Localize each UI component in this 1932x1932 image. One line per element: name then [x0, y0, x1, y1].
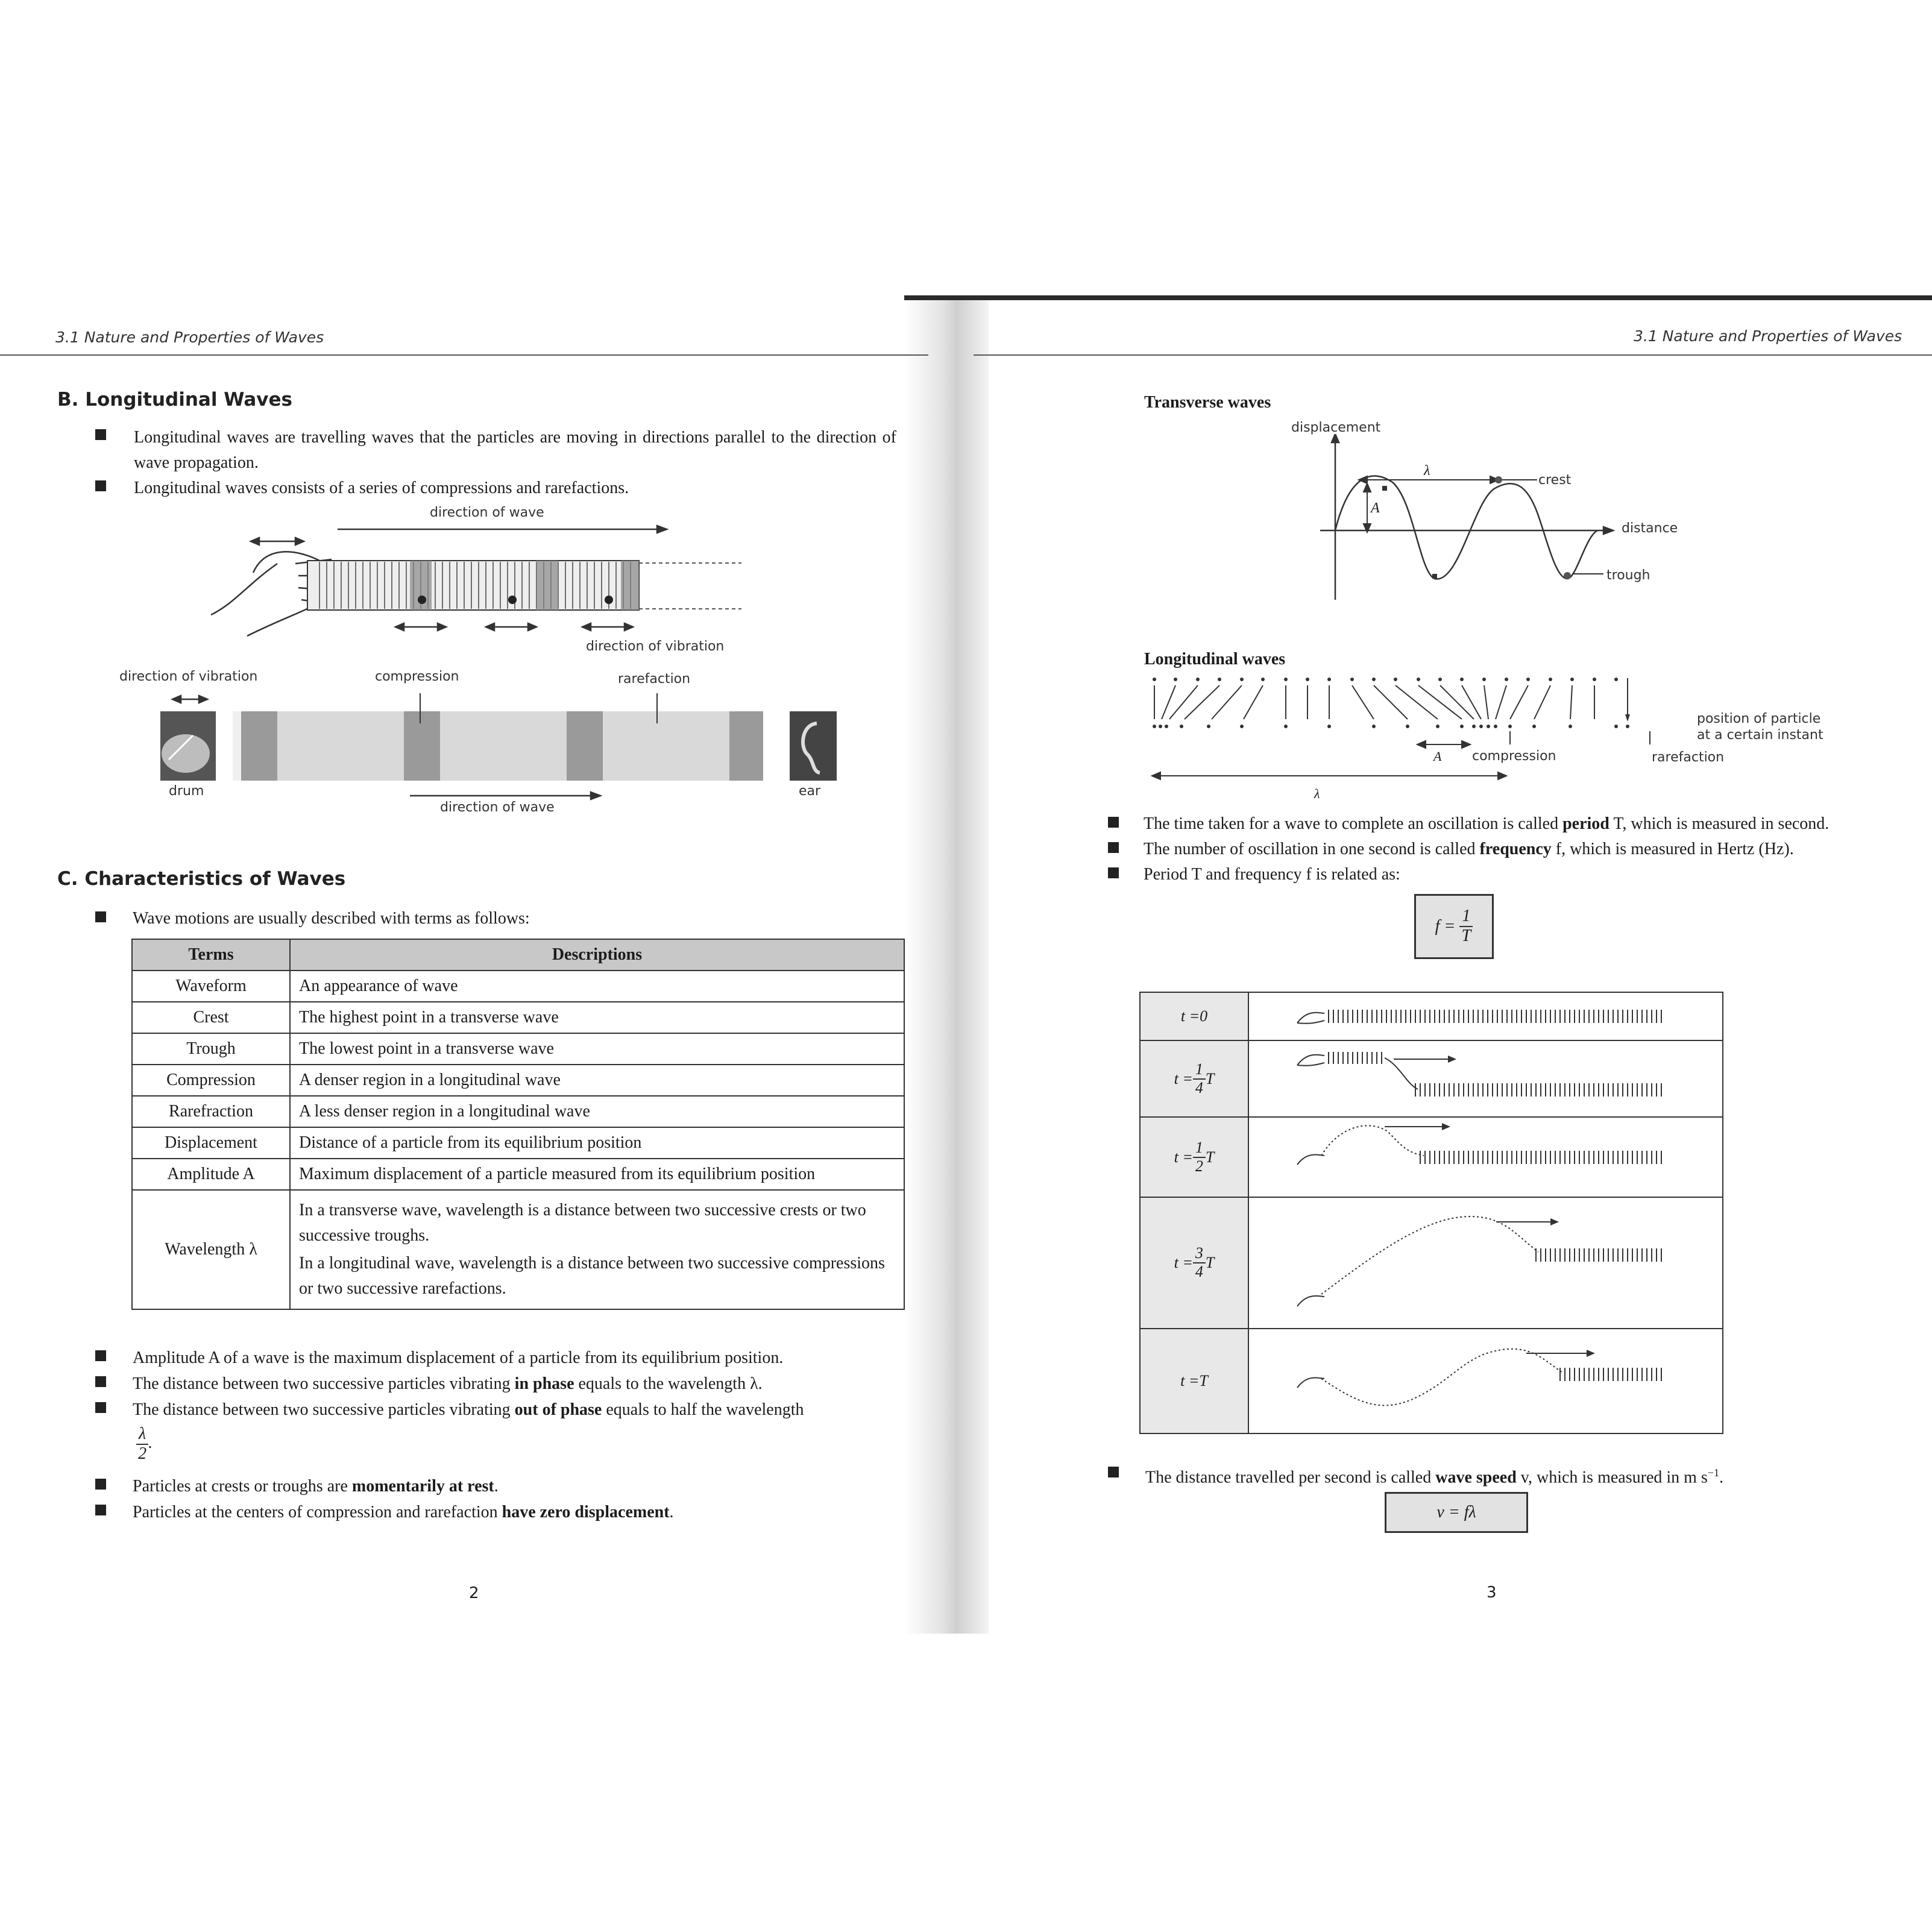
- time-prefix: t =: [1174, 1148, 1193, 1166]
- term-cell: Displacement: [132, 1127, 290, 1159]
- table-header-row: [132, 939, 904, 971]
- section-c-intro: Wave motions are usually described with terms as follows:: [133, 909, 530, 928]
- ear-label: ear: [799, 784, 821, 799]
- time-prefix: t =: [1174, 1069, 1193, 1087]
- table-row: [132, 1159, 904, 1190]
- section-c-bullet-5: [133, 1500, 895, 1525]
- position-of-particle-line2: at a certain instant: [1697, 728, 1823, 743]
- longitudinal-amplitude-label: A: [1433, 749, 1442, 764]
- table-row: [132, 1190, 904, 1309]
- description-cell: A less denser region in a longitudinal wave: [290, 1096, 904, 1127]
- slinky-snapshots: [1249, 993, 1722, 1433]
- distance-axis-label: distance: [1622, 521, 1678, 536]
- term-cell: Rarefraction: [132, 1096, 290, 1127]
- term-cell: Compression: [132, 1065, 290, 1096]
- unit-superscript: −1: [1707, 1467, 1719, 1479]
- crest-label: crest: [1538, 473, 1572, 488]
- bullet-text: .: [669, 1503, 674, 1521]
- right-page-number: 3: [1487, 1584, 1497, 1602]
- bullet-text: The distance travelled per second is called: [1145, 1468, 1436, 1487]
- relation-bullet: Period T and frequency f is related as:: [1144, 865, 1400, 884]
- fraction-numerator: λ: [136, 1425, 148, 1445]
- description-cell: The highest point in a transverse wave: [290, 1002, 904, 1033]
- formula-numerator: 1: [1459, 907, 1473, 927]
- bullet-marker: [95, 1376, 106, 1387]
- descriptions-header: Descriptions: [290, 939, 904, 971]
- bullet-marker: [95, 429, 106, 440]
- longitudinal-compression-label: compression: [1472, 749, 1556, 764]
- section-c-bullet-1: Amplitude A of a wave is the maximum displacement of a particle from its equilibrium position.: [133, 1348, 784, 1367]
- slinky-direction-of-wave-label: direction of wave: [430, 505, 544, 520]
- bottom-direction-of-wave-label: direction of wave: [440, 800, 555, 815]
- terms-header: Terms: [132, 939, 290, 971]
- right-running-head: 3.1 Nature and Properties of Waves: [1634, 327, 1902, 345]
- time-suffix: T: [1205, 1069, 1215, 1087]
- bullet-marker: [95, 1505, 106, 1515]
- time-prefix: t =: [1180, 1007, 1200, 1025]
- time-suffix: T: [1199, 1372, 1208, 1389]
- bullet-text: equals to half the wavelength: [602, 1400, 804, 1419]
- description-cell: Maximum displacement of a particle measured from its equilibrium position: [290, 1159, 904, 1190]
- drum-label: drum: [169, 784, 204, 799]
- time-label-0: [1141, 993, 1248, 1040]
- wave-speed-formula-box: v = fλ: [1385, 1492, 1528, 1533]
- transverse-lambda-label: λ: [1424, 463, 1430, 479]
- time-label-three-quarter: [1141, 1198, 1248, 1328]
- section-b-bullet-1: Longitudinal waves are travelling waves that the particles are moving in directions parallel to the direction of wave propagation.: [134, 428, 896, 472]
- drum-ear-sound-diagram: [157, 687, 838, 808]
- time-label-half: [1141, 1118, 1248, 1197]
- time-label-quarter: [1141, 1041, 1248, 1116]
- transverse-amplitude-label: A: [1371, 500, 1380, 516]
- time-suffix: T: [1205, 1148, 1215, 1166]
- longitudinal-rarefaction-label: rarefaction: [1652, 750, 1725, 765]
- time-denominator: 4: [1195, 1078, 1203, 1097]
- description-cell: An appearance of wave: [290, 971, 904, 1002]
- time-suffix: T: [1205, 1254, 1215, 1271]
- bullet-bold-text: frequency: [1479, 840, 1552, 858]
- longitudinal-lambda-label: λ: [1314, 786, 1320, 801]
- left-header-rule: [0, 354, 928, 356]
- description-cell: Distance of a particle from its equilibrium position: [290, 1127, 904, 1159]
- frequency-formula-box: [1414, 894, 1494, 959]
- term-cell: Wavelength λ: [132, 1190, 290, 1309]
- term-cell: Waveform: [132, 971, 290, 1002]
- bullet-text: The number of oscillation in one second is called: [1144, 840, 1480, 858]
- bullet-text: The distance between two successive particles vibrating: [133, 1400, 515, 1419]
- time-numerator: 3: [1193, 1245, 1206, 1263]
- book-top-edge: [904, 295, 1932, 300]
- transverse-title: Transverse waves: [1144, 393, 1271, 412]
- time-denominator: 4: [1195, 1263, 1203, 1280]
- description-cell: A denser region in a longitudinal wave: [290, 1065, 904, 1096]
- bullet-bold-text: period: [1562, 814, 1609, 833]
- displacement-axis-label: displacement: [1291, 420, 1381, 435]
- bullet-text: T, which is measured in second.: [1609, 814, 1830, 833]
- bullet-bold-text: have zero displacement: [502, 1503, 670, 1521]
- wavelength-longitudinal-desc: In a longitudinal wave, wavelength is a distance between two successive compressions or two successive rarefactions.: [299, 1254, 885, 1298]
- table-row: [132, 1065, 904, 1096]
- half-wavelength-fraction: $\frac{\lambda}{2}$ .: [136, 1425, 153, 1464]
- left-running-head: 3.1 Nature and Properties of Waves: [55, 329, 324, 346]
- right-header-rule: [974, 354, 1932, 356]
- bullet-text: .: [494, 1477, 499, 1496]
- bullet-text: Particles at crests or troughs are: [133, 1477, 352, 1496]
- table-row: [132, 1127, 904, 1159]
- table-row: [132, 1002, 904, 1033]
- position-of-particle-line1: position of particle: [1697, 711, 1821, 726]
- term-cell: Amplitude A: [132, 1159, 290, 1190]
- time-prefix: t =: [1180, 1372, 1200, 1389]
- table-row: [132, 971, 904, 1002]
- time-suffix: 0: [1200, 1007, 1208, 1025]
- trough-label: trough: [1606, 568, 1650, 583]
- section-b-title: B. Longitudinal Waves: [57, 389, 292, 411]
- bullet-marker: [95, 1350, 106, 1361]
- bullet-bold-text: out of phase: [514, 1400, 602, 1419]
- slinky-time-table: [1139, 992, 1723, 1434]
- wave-terms-table: [131, 939, 905, 1310]
- description-cell: [290, 1190, 904, 1309]
- section-c-bullet-2: [133, 1371, 895, 1397]
- formula-lhs: f =: [1435, 917, 1456, 936]
- bullet-text: Particles at the centers of compression and rarefaction: [133, 1503, 502, 1521]
- compression-label: compression: [375, 669, 459, 684]
- left-page-number: 2: [469, 1584, 479, 1602]
- rarefaction-label: rarefaction: [618, 672, 691, 687]
- description-cell: The lowest point in a transverse wave: [290, 1033, 904, 1065]
- bullet-bold-text: wave speed: [1435, 1468, 1517, 1487]
- bullet-marker: [95, 911, 106, 922]
- term-cell: Trough: [132, 1033, 290, 1065]
- bullet-marker: [95, 1479, 106, 1490]
- bullet-marker: [1108, 842, 1119, 853]
- time-label-full: [1141, 1329, 1248, 1433]
- bullet-text: The distance between two successive particles vibrating: [133, 1374, 515, 1393]
- term-cell: Crest: [132, 1002, 290, 1033]
- bullet-marker: [95, 1402, 106, 1413]
- time-numerator: 1: [1193, 1139, 1206, 1158]
- bullet-marker: [1108, 1467, 1119, 1477]
- bullet-marker: [1108, 867, 1119, 878]
- bullet-marker: [1108, 817, 1119, 828]
- time-prefix: t =: [1174, 1254, 1193, 1271]
- section-c-bullet-4: [133, 1474, 895, 1499]
- wavelength-transverse-desc: In a transverse wave, wavelength is a distance between two successive crests or two successive troughs.: [299, 1201, 866, 1245]
- bullet-text: v, which is measured in m s: [1516, 1468, 1708, 1487]
- bullet-bold-text: in phase: [514, 1374, 574, 1393]
- section-c-title: C. Characteristics of Waves: [57, 868, 346, 890]
- bullet-text: f, which is measured in Hertz (Hz).: [1551, 840, 1794, 858]
- drum-direction-of-vibration-label: direction of vibration: [119, 669, 258, 684]
- longitudinal-title: Longitudinal waves: [1144, 650, 1286, 669]
- section-b-bullet-2: Longitudinal waves consists of a series of compressions and rarefactions.: [134, 479, 629, 497]
- section-c-bullet-3: [133, 1397, 895, 1423]
- bullet-marker: [95, 480, 106, 491]
- bullet-bold-text: momentarily at rest: [351, 1477, 494, 1496]
- wave-speed-bullet: [1145, 1460, 1923, 1490]
- slinky-diagram: [199, 500, 760, 645]
- fraction-denominator: 2: [138, 1444, 147, 1463]
- time-numerator: 1: [1193, 1061, 1206, 1080]
- slinky-direction-of-vibration-label: direction of vibration: [586, 639, 725, 654]
- bullet-text: equals to the wavelength λ.: [574, 1374, 763, 1393]
- bullet-text: The time taken for a wave to complete an oscillation is called: [1144, 814, 1563, 833]
- formula-denominator: T: [1461, 927, 1471, 945]
- bullet-text: .: [1719, 1468, 1723, 1487]
- longitudinal-particles-diagram: [1148, 672, 1691, 808]
- book-gutter: [904, 295, 989, 1634]
- period-bullet: [1144, 811, 1921, 837]
- table-row: [132, 1096, 904, 1127]
- frequency-bullet: [1144, 837, 1921, 862]
- time-denominator: 2: [1195, 1157, 1203, 1175]
- table-row: [132, 1033, 904, 1065]
